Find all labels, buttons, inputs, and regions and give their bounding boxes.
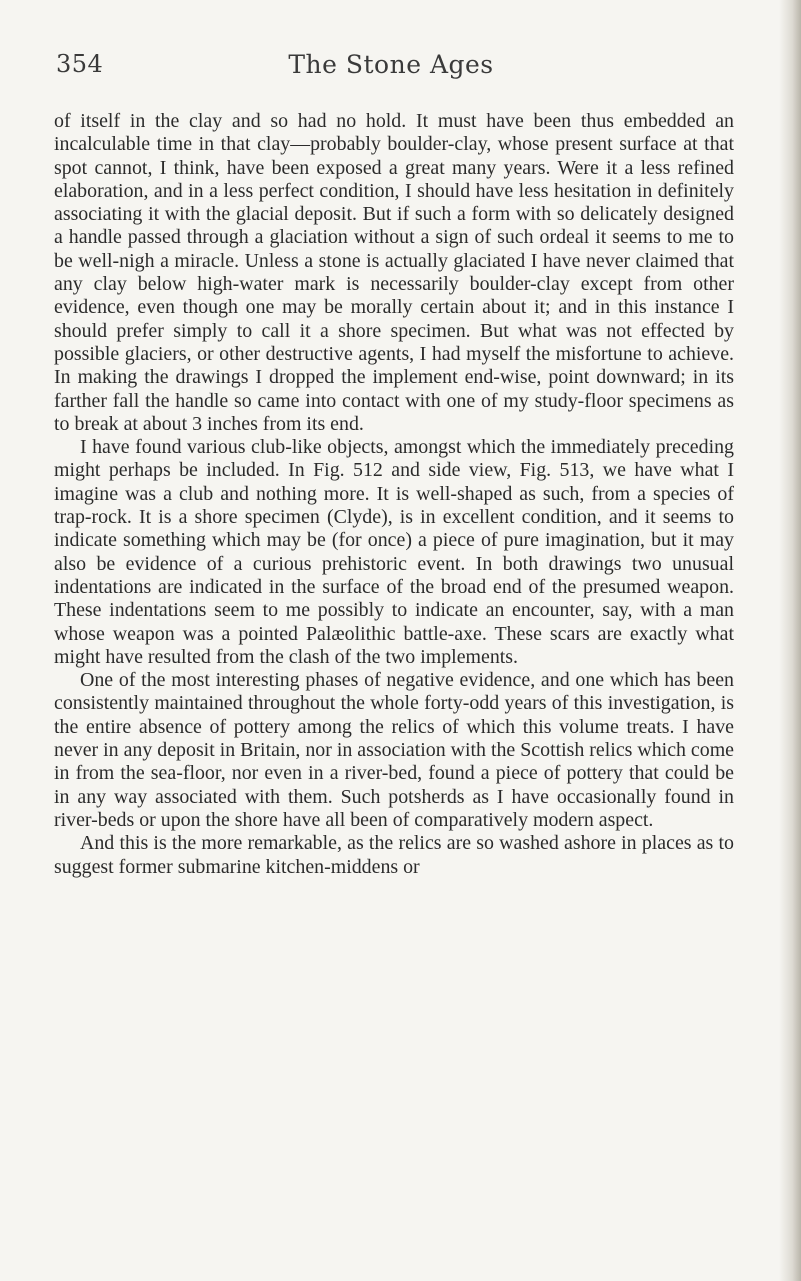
running-title: The Stone Ages <box>288 50 494 79</box>
paragraph-club-objects: I have found various club-like objects, amongst which the immediately preceding might perhaps be included. In Fig. 512 and side view, Fig. 513, we have what I imagine was a club and nothing more. It is well-shaped as such, from a species of trap-rock. It is a shore specimen (Clyde), is in excellent condition, and it seems to indicate something which may be (for once) a piece of pure imagination, but it may also be evidence of a curious prehistoric event. In both drawings two unusual indentations are indicated in the surface of the broad end of the presumed weapon. These indentations seem to me possibly to indicate an encounter, say, with a man whose weapon was a pointed Palæolithic battle-axe. These scars are exactly what might have resulted from the clash of the two implements. <box>54 436 734 668</box>
paragraph-remarkable: And this is the more remarkable, as the relics are so washed ashore in places as to suggest former submarine kitchen-middens or <box>54 832 734 878</box>
body-text <box>54 110 734 879</box>
page-edge-shadow <box>779 0 801 1281</box>
paragraph-continuation: of itself in the clay and so had no hold. It must have been thus embedded an incalculable time in that clay—probably boulder-clay, whose present surface at that spot cannot, I think, have been exposed a great many years. Were it a less refined elaboration, and in a less perfect condition, I should have less hesitation in definitely associating it with the glacial deposit. But if such a form with so delicately designed a handle passed through a glaciation without a sign of such ordeal it seems to me to be well-nigh a miracle. Unless a stone is actually glaciated I have never claimed that any clay below high-water mark is necessarily boulder-clay except from other evidence, even though one may be morally certain about it; and in this instance I should prefer simply to call it a shore specimen. But what was not effected by possible glaciers, or other destructive agents, I had myself the misfortune to achieve. In making the drawings I dropped the implement end-wise, point downward; in its farther fall the handle so came into contact with one of my study-floor specimens as to break at about 3 inches from its end. <box>54 110 734 435</box>
paragraph-pottery: One of the most interesting phases of negative evidence, and one which has been consistently maintained throughout the whole forty-odd years of this investigation, is the entire absence of pottery among the relics of which this volume treats. I have never in any deposit in Britain, nor in association with the Scottish relics which come in from the sea-floor, nor even in a river-bed, found a piece of pottery that could be in any way associated with them. Such potsherds as I have occasionally found in river-beds or upon the shore have all been of comparatively modern aspect. <box>54 669 735 831</box>
page-number: 354 <box>56 50 104 78</box>
running-head <box>56 50 726 90</box>
